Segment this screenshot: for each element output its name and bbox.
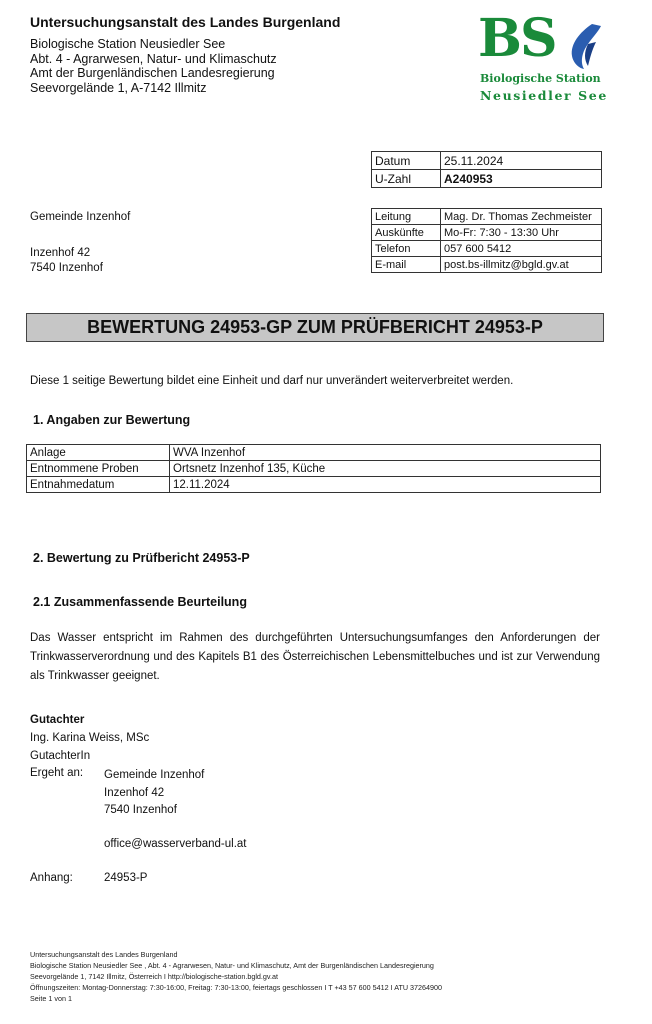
gutachter-role: GutachterIn: [30, 750, 91, 762]
station-logo: [474, 8, 614, 108]
footer-line: Öffnungszeiten: Montag-Donnerstag: 7:30-16:00, Freitag: 7:30-13:00, feiertags geschlossen I T +43 57 600 5412 I ATU 37264900: [30, 983, 443, 992]
institution-title: Untersuchungsanstalt des Landes Burgenland: [30, 14, 341, 30]
recipient-street: Inzenhof 42: [30, 247, 91, 259]
logo-text-line1: Biologische Station: [480, 72, 601, 85]
section2-heading: 2. Bewertung zu Prüfbericht 24953-P: [33, 551, 250, 565]
logo-text-line2: Neusiedler See: [480, 88, 608, 103]
section1-heading: 1. Angaben zur Bewertung: [33, 413, 191, 427]
anhang-value: 24953-P: [104, 872, 148, 884]
table-row: [372, 225, 602, 241]
detail-value: WVA Inzenhof: [170, 445, 601, 461]
address-line: Seevorgelände 1, A-7142 Illmitz: [30, 80, 207, 95]
detail-label: Entnommene Proben: [27, 461, 170, 477]
uzahl-label: U-Zahl: [372, 170, 441, 188]
uzahl-value: A240953: [441, 170, 602, 188]
contact-value: Mag. Dr. Thomas Zechmeister: [441, 209, 602, 225]
recipient-city: 7540 Inzenhof: [30, 262, 103, 274]
institution-address: [30, 37, 277, 95]
gutachter-name: Ing. Karina Weiss, MSc: [30, 732, 150, 744]
address-line: Abt. 4 - Agrarwesen, Natur- und Klimaschutz: [30, 51, 277, 66]
contact-value: Mo-Fr: 7:30 - 13:30 Uhr: [441, 225, 602, 241]
table-row: [372, 209, 602, 225]
ergeht-line: Gemeinde Inzenhof: [104, 769, 205, 781]
address-line: Amt der Burgenländischen Landesregierung: [30, 66, 275, 80]
logo-letters: BS: [478, 8, 556, 69]
recipient-address: [30, 210, 130, 276]
ergeht-label: Ergeht an:: [30, 767, 84, 779]
document-title: BEWERTUNG 24953-GP ZUM PRÜFBERICHT 24953-P: [26, 313, 604, 342]
contact-table: [371, 208, 602, 273]
detail-value: 12.11.2024: [170, 477, 601, 493]
ergeht-line: Inzenhof 42: [104, 786, 165, 799]
recipient-name: Gemeinde Inzenhof: [30, 211, 131, 223]
detail-value: Ortsnetz Inzenhof 135, Küche: [170, 461, 601, 477]
table-row: [27, 477, 601, 493]
address-line: Biologische Station Neusiedler See: [30, 37, 226, 51]
footer-line: Biologische Station Neusiedler See , Abt. 4 - Agrarwesen, Natur- und Klimaschutz, Amt der Burgenländischen Landesregierung: [30, 961, 434, 970]
ergeht-line: 7540 Inzenhof: [104, 804, 177, 816]
spacer: [30, 225, 130, 246]
page-number: Seite 1 von 1: [30, 994, 72, 1003]
table-row: [372, 170, 602, 188]
datum-value: 25.11.2024: [441, 152, 602, 170]
assessment-details-table: [26, 444, 601, 493]
table-row: [372, 152, 602, 170]
contact-label: Leitung: [372, 209, 441, 225]
footer-line: Untersuchungsanstalt des Landes Burgenland: [30, 950, 178, 959]
contact-value: 057 600 5412: [441, 241, 602, 257]
table-row: [27, 461, 601, 477]
footer-line: Seevorgelände 1, 7142 Illmitz, Österreich I http://biologische-station.bgld.gv.at: [30, 972, 278, 981]
reference-table: [371, 151, 602, 188]
ergeht-recipient: [104, 767, 204, 820]
section2-1-heading: 2.1 Zusammenfassende Beurteilung: [33, 595, 247, 609]
lake-fish-icon: [562, 22, 602, 70]
intro-text: Diese 1 seitige Bewertung bildet eine Einheit und darf nur unverändert weiterverbreitet werden.: [30, 375, 514, 387]
datum-label: Datum: [372, 152, 441, 170]
ergeht-email: office@wasserverband-ul.at: [104, 838, 247, 850]
contact-label: E-mail: [372, 257, 441, 273]
anhang-label: Anhang:: [30, 872, 73, 884]
table-row: [27, 445, 601, 461]
table-row: [372, 257, 602, 273]
page-footer: [30, 949, 442, 1004]
contact-value: post.bs-illmitz@bgld.gv.at: [441, 257, 602, 273]
detail-label: Entnahmedatum: [27, 477, 170, 493]
contact-label: Auskünfte: [372, 225, 441, 241]
contact-label: Telefon: [372, 241, 441, 257]
gutachter-label: Gutachter: [30, 714, 85, 726]
table-row: [372, 241, 602, 257]
detail-label: Anlage: [27, 445, 170, 461]
summary-text: Das Wasser entspricht im Rahmen des durchgeführten Untersuchungsumfanges den Anforderungen der Trinkwasserverordnung und des Kapitels B1 des Österreichischen Lebensmittelbuches und ist zur Verwendung als Trinkwasser geeignet.: [30, 632, 600, 682]
